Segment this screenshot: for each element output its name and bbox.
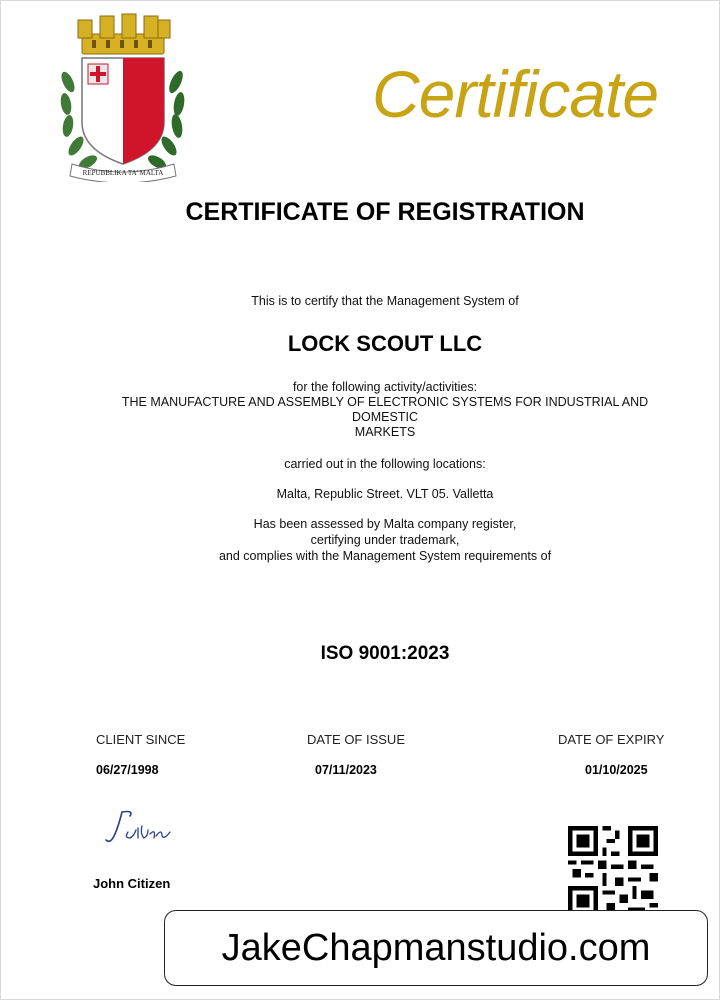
- locations-intro: carried out in the following locations:: [284, 457, 486, 471]
- certificate-wordmark: Certificate: [372, 57, 659, 131]
- assessment-line: Has been assessed by Malta company register,: [253, 517, 517, 531]
- location-address: Malta, Republic Street. VLT 05. Valletta: [276, 487, 494, 501]
- activity-intro: for the following activity/activities:: [292, 380, 478, 394]
- malta-coat-of-arms-emblem: [58, 12, 188, 182]
- company-name: LOCK SCOUT LLC: [287, 331, 483, 356]
- assessment-line: certifying under trademark,: [310, 533, 460, 547]
- iso-standard: ISO 9001:2023: [320, 643, 450, 664]
- expiry-date-value: 01/10/2025: [585, 763, 648, 777]
- client-since-label: CLIENT SINCE: [96, 732, 186, 747]
- issue-date-label: DATE OF ISSUE: [307, 732, 405, 747]
- document-title: CERTIFICATE OF REGISTRATION: [185, 198, 585, 226]
- assessment-line: and complies with the Management System requirements of: [218, 549, 552, 563]
- coat-scroll-text: REPUBBLIKA TA' MALTA: [82, 169, 164, 177]
- issue-date-value: 07/11/2023: [315, 763, 377, 777]
- certify-intro: This is to certify that the Management System of: [251, 294, 519, 308]
- signer-name: John Citizen: [93, 876, 171, 891]
- client-since-value: 06/27/1998: [96, 763, 159, 777]
- watermark-overlay: JakeChapmanstudio.com: [164, 910, 708, 986]
- activity-description-line: MARKETS: [354, 425, 416, 439]
- expiry-date-label: DATE OF EXPIRY: [558, 732, 665, 747]
- activity-description-line: THE MANUFACTURE AND ASSEMBLY OF ELECTRONIC SYSTEMS FOR INDUSTRIAL AND: [121, 395, 649, 409]
- activity-description-line: DOMESTIC: [352, 410, 418, 424]
- handwritten-signature: [104, 806, 174, 848]
- qr-code-icon: [568, 826, 658, 916]
